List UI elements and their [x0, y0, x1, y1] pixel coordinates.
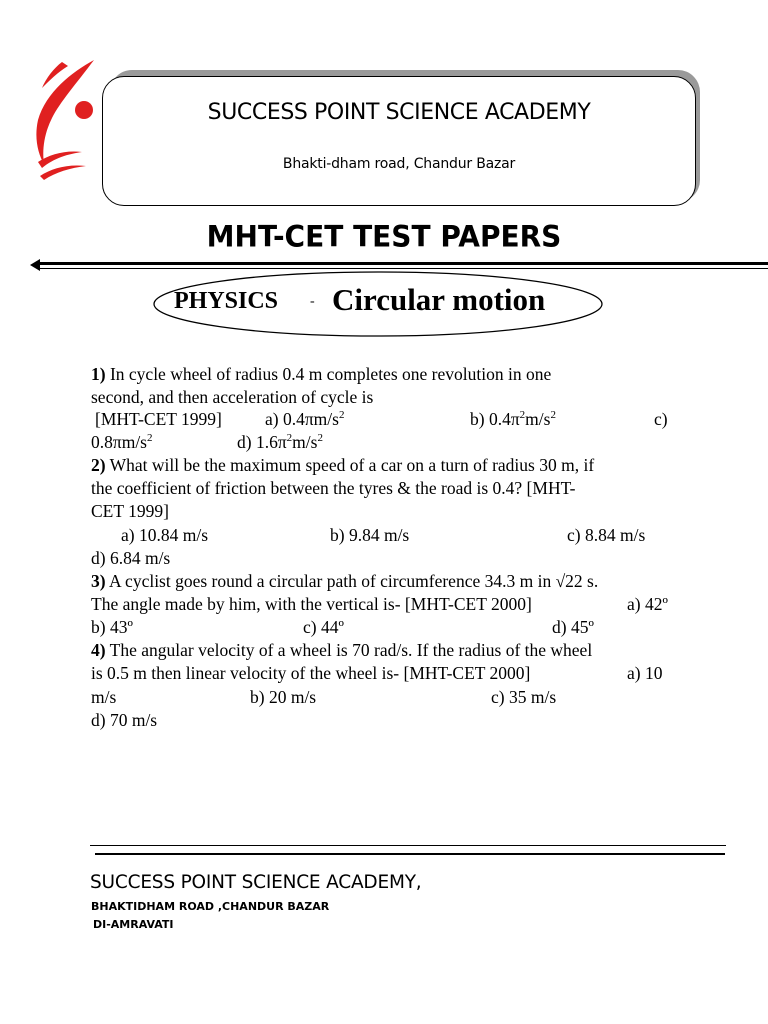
question-4-option-c: c) 35 m/s — [491, 687, 557, 707]
paper-title: MHT-CET TEST PAPERS — [206, 219, 562, 254]
question-4-option-a: a) 10 — [627, 663, 663, 683]
question-1-option-c-label: c) — [654, 409, 668, 429]
question-3-option-c: c) 44º — [303, 617, 344, 637]
academy-address: Bhakti-dham road, Chandur Bazar — [282, 156, 516, 172]
question-3-option-a: a) 42º — [627, 594, 668, 614]
question-4-line-1: 4) The angular velocity of a wheel is 70 rad/s. If the radius of the wheel — [91, 640, 593, 660]
question-2-option-a: a) 10.84 m/s — [121, 525, 209, 545]
question-3-line-2: The angle made by him, with the vertical is- [MHT-CET 2000] — [91, 594, 532, 614]
footer-academy-name: SUCCESS POINT SCIENCE ACADEMY, — [90, 872, 422, 893]
subject-name: PHYSICS — [174, 288, 279, 314]
question-1-option-b: b) $0.4\pi^2m/s^2$ — [470, 409, 556, 429]
footer-rule — [95, 853, 725, 855]
academy-title: SUCCESS POINT SCIENCE ACADEMY — [207, 100, 591, 125]
question-1-source: [MHT-CET 1999] — [95, 409, 222, 429]
question-2-option-d: d) 6.84 m/s — [91, 548, 171, 568]
question-1-option-c-value: $0.8\pi m/s^2$ — [91, 432, 153, 452]
question-1-line-2: second, and then acceleration of cycle is — [91, 387, 374, 407]
question-3-line-1: 3) A cyclist goes round a circular path of circumference 34.3 m in √22 s. — [91, 571, 599, 591]
academy-logo-icon — [32, 58, 98, 180]
question-4-option-d: d) 70 m/s — [91, 710, 158, 730]
question-3-option-d: d) 45º — [552, 617, 594, 637]
question-2-line-1: 2) What will be the maximum speed of a car on a turn of radius 30 m, if — [91, 455, 595, 475]
question-4-option-b: b) 20 m/s — [250, 687, 317, 707]
question-number: 1) — [91, 364, 106, 384]
footer-address-line-2: DI-AMRAVATI — [93, 918, 174, 931]
header-box — [102, 76, 696, 206]
subject-dash: - — [310, 294, 315, 309]
question-2-option-c: c) 8.84 m/s — [567, 525, 646, 545]
question-4-option-a-unit: m/s — [91, 687, 117, 707]
footer-address-line-1: BHAKTIDHAM ROAD ,CHANDUR BAZAR — [91, 900, 330, 913]
question-2-line-2: the coefficient of friction between the tyres & the road is 0.4? [MHT- — [91, 478, 576, 498]
question-2-line-3: CET 1999] — [91, 501, 169, 521]
question-1-option-a: a) $0.4\pi m/s^2$ — [265, 409, 345, 429]
footer-rule — [90, 845, 726, 846]
subject-topic: Circular motion — [332, 282, 546, 317]
question-1-option-d: d) $1.6\pi^2m/s^2$ — [237, 432, 323, 452]
question-2-option-b: b) 9.84 m/s — [330, 525, 410, 545]
divider-rule — [38, 268, 768, 269]
question-number: 2) — [91, 455, 106, 475]
question-4-line-2: is 0.5 m then linear velocity of the wheel is- [MHT-CET 2000] — [91, 663, 531, 683]
arrow-left-icon — [30, 259, 40, 271]
question-number: 3) — [91, 571, 106, 591]
divider-rule — [38, 262, 768, 265]
question-number: 4) — [91, 640, 106, 660]
question-3-option-b: b) 43º — [91, 617, 133, 637]
question-1-line-1: 1) In cycle wheel of radius 0.4 m completes one revolution in one — [91, 364, 552, 384]
